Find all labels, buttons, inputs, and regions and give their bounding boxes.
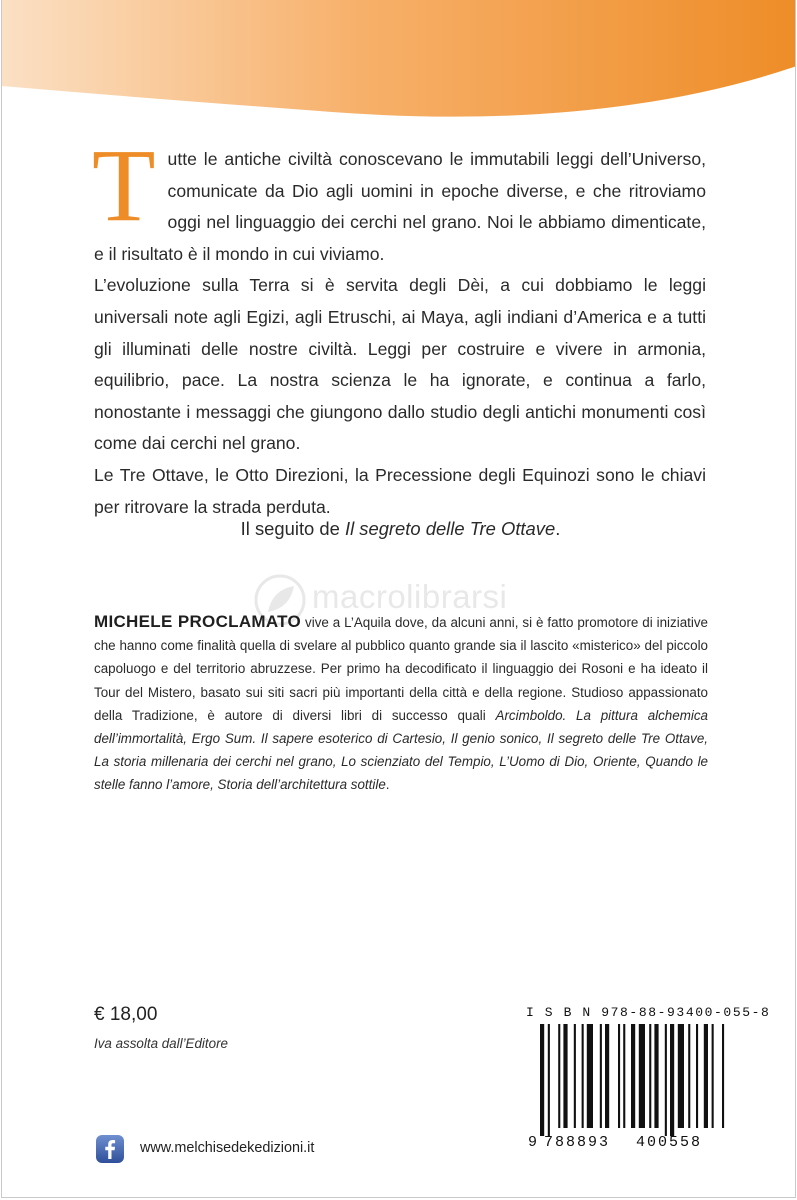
barcode-bar bbox=[558, 1024, 560, 1128]
barcode-bars bbox=[540, 1024, 724, 1136]
author-name: MICHELE PROCLAMATO bbox=[94, 612, 302, 631]
bio-end: . bbox=[385, 777, 390, 793]
barcode bbox=[522, 1024, 732, 1150]
isbn-label: I S B N 978-88-93400-055-8 bbox=[526, 1005, 771, 1020]
drop-cap: T bbox=[92, 128, 156, 243]
sequel-prefix: Il seguito de bbox=[240, 518, 345, 539]
intro-paragraph-3: Le Tre Ottave, le Otto Direzioni, la Precessione degli Equinozi sono le chiavi per ritrovare la strada perduta. bbox=[94, 464, 706, 517]
barcode-bar bbox=[704, 1024, 708, 1128]
bio-text: vive a L’Aquila dove, da alcuni anni, si è fatto promotore di iniziative che hanno come finalità quella di svelare al pubblico quanto grande sia il lascito «misterico» del piccolo capoluogo e del territorio abruzzese. Per primo ha decodificato il linguaggio dei Rosoni e ha ideato il Tour del Mistero, basato sui siti sacri più importanti della città e della regione. Studioso appassionato della Tradizione, è autore di diversi libri di successo quali bbox=[94, 615, 708, 723]
back-cover bbox=[1, 0, 796, 1198]
barcode-bar bbox=[639, 1024, 645, 1128]
barcode-bar bbox=[548, 1024, 550, 1136]
author-bio bbox=[94, 610, 708, 797]
barcode-bar bbox=[574, 1024, 576, 1128]
barcode-bar bbox=[605, 1024, 609, 1128]
barcode-bar bbox=[540, 1024, 544, 1136]
barcode-left-group: 788893 bbox=[544, 1134, 611, 1150]
intro-paragraph-1: utte le antiche civiltà conoscevano le immutabili leggi dell’Universo, comunicate da Dio agli uomini in epoche diverse, e che ritroviamo oggi nel linguaggio dei cerchi nel grano. Noi le abbiamo dimenticate, e il risultato è il mondo in cui viviamo. bbox=[94, 149, 706, 264]
barcode-bar bbox=[587, 1024, 593, 1128]
watermark-text: macrolibrarsi bbox=[312, 578, 508, 615]
website-link[interactable]: www.melchisedekedizioni.it bbox=[140, 1140, 315, 1156]
barcode-bar bbox=[654, 1024, 658, 1128]
barcode-bar bbox=[600, 1024, 602, 1128]
barcode-bar bbox=[623, 1024, 625, 1128]
barcode-bar bbox=[688, 1024, 690, 1128]
vat-note: Iva assolta dall’Editore bbox=[94, 1036, 228, 1051]
barcode-bar bbox=[722, 1024, 724, 1128]
sequel-title: Il segreto delle Tre Ottave bbox=[344, 518, 556, 539]
barcode-bar bbox=[649, 1024, 651, 1128]
barcode-bar bbox=[678, 1024, 684, 1128]
barcode-bar bbox=[582, 1024, 584, 1128]
price: € 18,00 bbox=[94, 1004, 158, 1025]
barcode-bar bbox=[665, 1024, 667, 1136]
barcode-bar bbox=[712, 1024, 714, 1128]
bio-works: Arcimboldo. La pittura alchemica dell’immortalità, Ergo Sum. Il sapere esoterico di Cartesio, Il genio sonico, Il segreto delle Tre Ottave, La storia millenaria dei cerchi nel grano, Lo scienziato del Tempio, L’Uomo di Dio, Oriente, Quando le stelle fanno l’amore, Storia dell’architettura sottile bbox=[94, 707, 708, 793]
intro-paragraph-2: L’evoluzione sulla Terra si è servita degli Dèi, a cui dobbiamo le leggi universali note agli Egizi, agli Etruschi, ai Maya, agli indiani d’America e a tutti gli illuminati delle nostre civiltà. Leggi per costruire e vivere in armonia, equilibrio, pace. La nostra scienza le ha ignorate, e continua a farlo, nonostante i messaggi che giungono dallo studio degli antichi monumenti così come dai cerchi nel grano. bbox=[94, 275, 706, 454]
facebook-icon[interactable] bbox=[95, 1134, 125, 1164]
sequel-suffix: . bbox=[555, 518, 561, 539]
barcode-bar bbox=[670, 1024, 674, 1136]
sequel-note bbox=[2, 518, 796, 540]
orange-header-band bbox=[2, 0, 796, 130]
barcode-bar bbox=[563, 1024, 567, 1128]
barcode-first-digit: 9 bbox=[528, 1134, 538, 1150]
barcode-bar bbox=[696, 1024, 698, 1128]
barcode-bar bbox=[631, 1024, 635, 1128]
barcode-right-group: 400558 bbox=[636, 1134, 703, 1150]
barcode-bar bbox=[618, 1024, 620, 1128]
intro-text bbox=[92, 128, 706, 523]
